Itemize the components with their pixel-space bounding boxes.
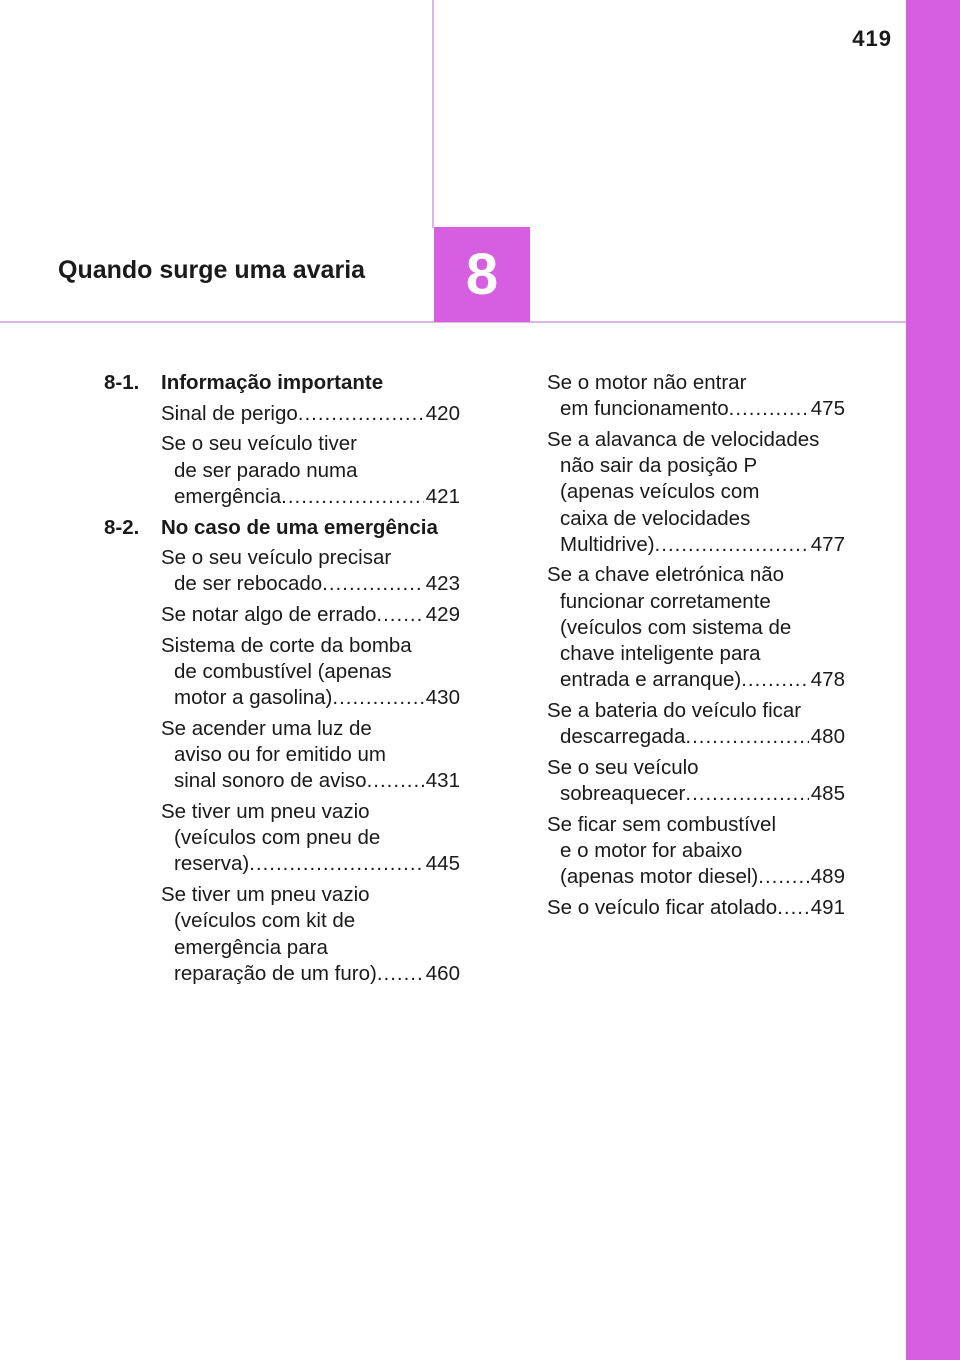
toc-entry-text bbox=[547, 370, 809, 422]
toc-leader-dots bbox=[249, 851, 424, 877]
toc-entry-line bbox=[161, 851, 424, 877]
toc-entry-text bbox=[161, 401, 424, 427]
toc-entry-text bbox=[547, 812, 809, 891]
toc-entry-page[interactable]: 475 bbox=[810, 397, 845, 421]
toc-entry-text bbox=[547, 562, 809, 693]
toc-entry-line bbox=[547, 532, 809, 558]
toc-entry-page[interactable]: 477 bbox=[810, 532, 845, 556]
toc-entry[interactable] bbox=[104, 602, 460, 628]
toc-entry-line bbox=[547, 562, 809, 588]
toc-entry-page[interactable]: 489 bbox=[810, 865, 845, 889]
toc-entry-line bbox=[547, 589, 809, 615]
toc-entry-line-text: Sistema de corte da bomba bbox=[161, 633, 412, 657]
toc-entry-line-text: reserva) bbox=[174, 852, 250, 876]
toc-leader-dots bbox=[281, 484, 424, 510]
toc-entry-line bbox=[547, 396, 809, 422]
toc-section-number: 8-2. bbox=[104, 515, 140, 539]
toc-entry-line-text: chave inteligente para bbox=[560, 642, 761, 666]
toc-entry-page[interactable]: 429 bbox=[425, 603, 460, 627]
toc-entry-line-text: (veículos com pneu de bbox=[174, 826, 381, 850]
toc-entry-text bbox=[161, 716, 424, 795]
toc-column-left bbox=[104, 370, 460, 991]
toc-entry-page[interactable]: 445 bbox=[425, 852, 460, 876]
toc-leader-dots bbox=[655, 532, 809, 558]
chapter-number: 8 bbox=[465, 242, 499, 307]
toc-entry-line bbox=[547, 781, 809, 807]
toc-entry[interactable] bbox=[547, 755, 845, 807]
toc-leader-dots bbox=[758, 864, 809, 890]
toc-entry-line-text: não sair da posição P bbox=[560, 454, 758, 478]
toc-entry-line bbox=[547, 479, 809, 505]
toc-entry-page[interactable]: 423 bbox=[425, 572, 460, 596]
toc-entry-line-text: (veículos com kit de bbox=[174, 909, 356, 933]
toc-entry-line-text: emergência bbox=[174, 484, 282, 508]
toc-leader-dots bbox=[298, 401, 424, 427]
toc-entry-text bbox=[547, 895, 809, 921]
toc-entry-line-text: Se acender uma luz de bbox=[161, 716, 372, 740]
toc-entry-line bbox=[547, 698, 809, 724]
toc-entry-line bbox=[547, 812, 809, 838]
toc-entry-line-text: (apenas veículos com bbox=[560, 480, 760, 504]
toc-entry-line bbox=[161, 571, 424, 597]
toc-leader-dots bbox=[322, 571, 424, 597]
toc-entry-line bbox=[161, 633, 424, 659]
chapter-title: Quando surge uma avaria bbox=[58, 256, 366, 284]
toc-entry-line bbox=[547, 895, 809, 921]
toc-entry-line bbox=[161, 882, 424, 908]
toc-leader-dots bbox=[377, 961, 424, 987]
toc-entry-line bbox=[161, 602, 424, 628]
toc-entry-page[interactable]: 421 bbox=[425, 484, 460, 508]
toc-entry-line bbox=[547, 755, 809, 781]
toc-entry-line-text: Se o seu veículo tiver bbox=[161, 432, 357, 456]
toc-entry-line-text: Se o motor não entrar bbox=[547, 371, 747, 394]
toc-entry-text bbox=[547, 698, 809, 750]
toc-entry-line bbox=[161, 961, 424, 987]
toc-entry-line bbox=[161, 742, 424, 768]
toc-entry[interactable] bbox=[104, 882, 460, 987]
toc-entry-page[interactable]: 478 bbox=[810, 668, 845, 692]
toc-section-heading bbox=[104, 515, 460, 541]
header-vertical-divider bbox=[432, 0, 434, 228]
toc-entry-line-text: funcionar corretamente bbox=[560, 589, 771, 613]
toc-entry-line-text: caixa de velocidades bbox=[560, 506, 751, 530]
toc-section-title: Informação importante bbox=[161, 371, 384, 394]
toc-entry-line-text: Se a bateria do veículo ficar bbox=[547, 698, 802, 722]
toc-entry-line-text: em funcionamento bbox=[560, 397, 729, 421]
toc-entry-line bbox=[547, 667, 809, 693]
toc-entry-text bbox=[161, 602, 424, 628]
toc-entry-line bbox=[547, 370, 809, 396]
toc-entry-line-text: de ser parado numa bbox=[174, 458, 358, 482]
toc-leader-dots bbox=[729, 396, 809, 422]
toc-entry-line bbox=[547, 641, 809, 667]
toc-leader-dots bbox=[777, 895, 809, 921]
toc-entry-line-text: Se o seu veículo bbox=[547, 755, 699, 779]
toc-leader-dots bbox=[367, 768, 424, 794]
toc-entry-line-text: Se notar algo de errado bbox=[161, 603, 377, 627]
toc-entry-text bbox=[161, 633, 424, 712]
toc-entry-line-text: entrada e arranque) bbox=[560, 668, 742, 692]
chapter-side-tab bbox=[906, 0, 960, 1360]
toc-entry-line-text: Se ficar sem combustível bbox=[547, 812, 776, 836]
toc-entry-line-text: Sinal de perigo bbox=[161, 401, 298, 425]
toc-entry-line bbox=[547, 724, 809, 750]
toc-entry-line bbox=[161, 431, 424, 457]
toc-entry-line bbox=[161, 685, 424, 711]
toc-entry-line-text: Se tiver um pneu vazio bbox=[161, 800, 370, 824]
toc-entry-line bbox=[161, 659, 424, 685]
toc-entry[interactable] bbox=[547, 427, 845, 558]
toc-entry-line bbox=[161, 484, 424, 510]
toc-entry-line-text: descarregada bbox=[560, 725, 686, 749]
toc-leader-dots bbox=[332, 685, 424, 711]
toc-entry-text bbox=[547, 755, 809, 807]
toc-entry-line bbox=[161, 458, 424, 484]
toc-entry-page[interactable]: 491 bbox=[810, 895, 845, 919]
toc-entry-line-text: e o motor for abaixo bbox=[560, 838, 743, 862]
toc-entry[interactable] bbox=[547, 698, 845, 750]
toc-entry-page[interactable]: 431 bbox=[425, 769, 460, 793]
toc-entry-line-text: Se tiver um pneu vazio bbox=[161, 883, 370, 907]
toc-entry-line-text: emergência para bbox=[174, 935, 328, 959]
toc-entry[interactable] bbox=[104, 431, 460, 510]
toc-entry-text bbox=[161, 799, 424, 878]
toc-entry-line bbox=[547, 453, 809, 479]
toc-entry-text bbox=[547, 427, 820, 558]
toc-entry-line-text: (apenas motor diesel) bbox=[560, 865, 759, 889]
toc-column-right bbox=[547, 370, 845, 926]
toc-entry-text bbox=[161, 431, 424, 510]
toc-entry[interactable] bbox=[104, 633, 460, 712]
toc-entry[interactable] bbox=[547, 370, 845, 422]
toc-entry-line bbox=[161, 545, 424, 571]
toc-leader-dots bbox=[376, 602, 424, 628]
toc-entry-line bbox=[161, 716, 424, 742]
toc-entry[interactable] bbox=[547, 812, 845, 891]
toc-entry-line-text: de combustível (apenas bbox=[174, 660, 392, 684]
toc-entry-line bbox=[547, 427, 820, 453]
toc-entry[interactable] bbox=[104, 799, 460, 878]
toc-entry-line-text: aviso ou for emitido um bbox=[174, 743, 386, 767]
toc-entry[interactable] bbox=[104, 716, 460, 795]
toc-entry-line bbox=[547, 506, 809, 532]
toc-section-heading bbox=[104, 370, 460, 396]
toc-section-title: No caso de uma emergência bbox=[161, 515, 438, 539]
toc-leader-dots bbox=[685, 724, 809, 750]
toc-entry[interactable] bbox=[547, 895, 845, 921]
toc-leader-dots bbox=[741, 667, 809, 693]
toc-entry-line-text: (veículos com sistema de bbox=[560, 615, 792, 639]
toc-entry-line-text: Se a chave eletrónica não bbox=[547, 563, 785, 587]
toc-entry-line-text: Multidrive) bbox=[560, 532, 655, 556]
toc-entry-page[interactable]: 430 bbox=[425, 686, 460, 710]
toc-entry-page[interactable]: 420 bbox=[425, 401, 460, 425]
toc-entry-text bbox=[161, 545, 424, 597]
page-number: 419 bbox=[852, 26, 892, 51]
toc-entry-line bbox=[161, 401, 424, 427]
toc-entry-page[interactable]: 460 bbox=[425, 961, 460, 985]
toc-entry-line bbox=[161, 768, 424, 794]
toc-entry-line bbox=[161, 908, 424, 934]
toc-entry-page[interactable]: 480 bbox=[810, 725, 845, 749]
toc-entry-line-text: motor a gasolina) bbox=[174, 686, 333, 710]
toc-entry-page[interactable]: 485 bbox=[810, 782, 845, 806]
toc-entry-line-text: Se o seu veículo precisar bbox=[161, 546, 392, 570]
toc-entry-line bbox=[161, 935, 424, 961]
toc-entry-line-text: Se a alavanca de velocidades bbox=[547, 427, 820, 451]
toc-entry-line-text: sinal sonoro de aviso bbox=[174, 769, 367, 793]
toc-entry-line-text: de ser rebocado bbox=[174, 572, 323, 596]
toc-entry-line bbox=[547, 838, 809, 864]
toc-entry-line bbox=[547, 615, 809, 641]
toc-entry-line bbox=[161, 825, 424, 851]
toc-section-number: 8-1. bbox=[104, 371, 140, 394]
toc-leader-dots bbox=[685, 781, 809, 807]
toc-entry[interactable] bbox=[104, 401, 460, 427]
toc-entry-text bbox=[161, 882, 424, 987]
toc-entry-line bbox=[161, 799, 424, 825]
chapter-number-badge bbox=[434, 227, 530, 322]
toc-entry[interactable] bbox=[547, 562, 845, 693]
toc-entry-line-text: reparação de um furo) bbox=[174, 961, 377, 985]
toc-entry-line-text: sobreaquecer bbox=[560, 782, 686, 806]
toc-entry[interactable] bbox=[104, 545, 460, 597]
toc-entry-line bbox=[547, 864, 809, 890]
toc-entry-line-text: Se o veículo ficar atolado bbox=[547, 895, 778, 919]
